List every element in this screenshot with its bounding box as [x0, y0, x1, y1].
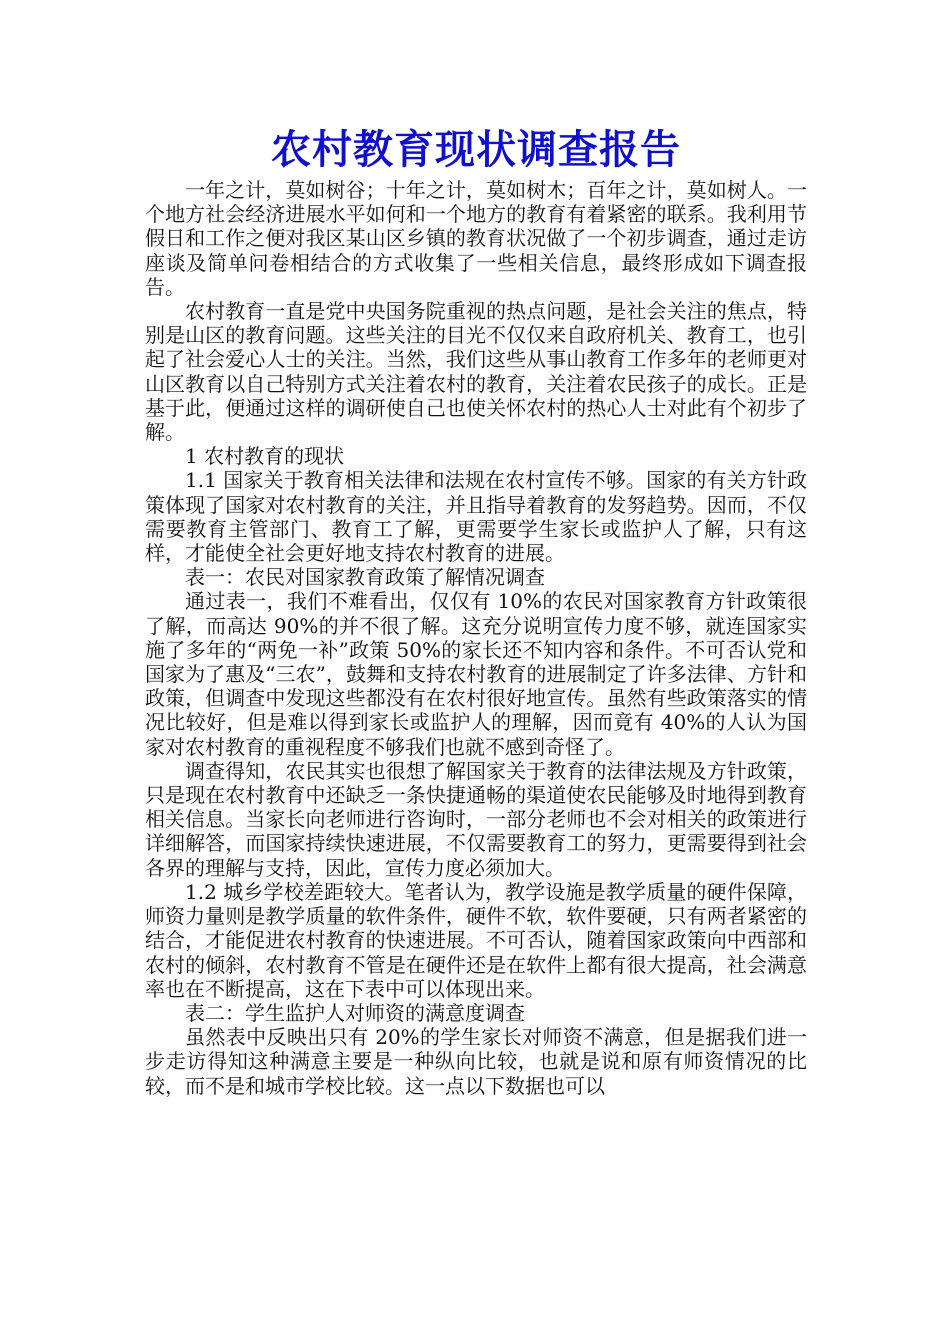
- document-page: [145, 124, 807, 1098]
- paragraph-table2-analysis: 虽然表中反映出只有 20%的学生家长对师资不满意，但是据我们进一步走访得知这种满意主要是一种纵向比较，也就是说和原有师资情况的比较，而不是和城市学校比较。这一点以下数据也可以: [145, 1025, 807, 1098]
- document-title: 农村教育现状调查报告: [271, 126, 681, 173]
- paragraph-1-2: 1.2 城乡学校差距较大。笔者认为，教学设施是教学质量的硬件保障，师资力量则是教学质量的软件条件，硬件不软，软件要硬，只有两者紧密的结合，才能促进农村教育的快速进展。不可否认，随着国家政策向中西部和农村的倾斜，农村教育不管是在硬件还是在软件上都有很大提高，社会满意率也在不断提高，这在下表中可以体现出来。: [145, 879, 807, 1001]
- paragraph-intro: 一年之计，莫如树谷；十年之计，莫如树木；百年之计，莫如树人。一个地方社会经济进展水平如何和一个地方的教育有着紧密的联系。我利用节假日和工作之便对我区某山区乡镇的教育状况做了一个初步调查，通过走访座谈及简单问卷相结合的方式收集了一些相关信息，最终形成如下调查报告。: [145, 178, 807, 299]
- paragraph-background: 农村教育一直是党中央国务院重视的热点问题，是社会关注的焦点，特别是山区的教育问题。这些关注的目光不仅仅来自政府机关、教育工，也引起了社会爱心人士的关注。当然，我们这些从事山教育工作多年的老师更对山区教育以自己特别方式关注着农村的教育，关注着农民孩子的成长。正是基于此，便通过这样的调研使自己也使关怀农村的热心人士对此有个初步了解。: [145, 299, 807, 445]
- paragraph-1-1: 1.1 国家关于教育相关法律和法规在农村宣传不够。国家的有关方针政策体现了国家对农村教育的关注，并且指导着教育的发努趋势。因而，不仅需要教育主管部门、教育工了解，更需要学生家长或监护人了解，只有这样，才能使全社会更好地支持农村教育的进展。: [145, 468, 807, 566]
- paragraph-table1-analysis: 通过表一，我们不难看出，仅仅有 10%的农民对国家教育方针政策很了解，而高达 90%的并不很了解。这充分说明宣传力度不够，就连国家实施了多年的“两免一补”政策 50%的家长还不知内容和条件。不可否认党和国家为了惠及“三农”，鼓舞和支持农村教育的进展制定了许多法律、方针和政策，但调查中发现这些都没有在农村很好地宣传。虽然有些政策落实的情况比较好，但是难以得到家长或监护人的理解，因而竟有 40%的人认为国家对农村教育的重视程度不够我们也就不感到奇怪了。: [145, 589, 807, 759]
- table-caption-2: 表二：学生监护人对师资的满意度调查: [185, 1000, 525, 1025]
- paragraph-survey-finding: 调查得知，农民其实也很想了解国家关于教育的法律法规及方针政策，只是现在农村教育中还缺乏一条快捷通畅的渠道使农民能够及时地得到教育相关信息。当家长向老师进行咨询时，一部分老师也不会对相关的政策进行详细解答，而国家持续快速进展，不仅需要教育工的努力，更需要得到社会各界的理解与支持，因此，宣传力度必须加大。: [145, 758, 807, 880]
- table-caption-1: 表一：农民对国家教育政策了解情况调查: [185, 565, 545, 590]
- section-heading-1: 1 农村教育的现状: [185, 444, 345, 469]
